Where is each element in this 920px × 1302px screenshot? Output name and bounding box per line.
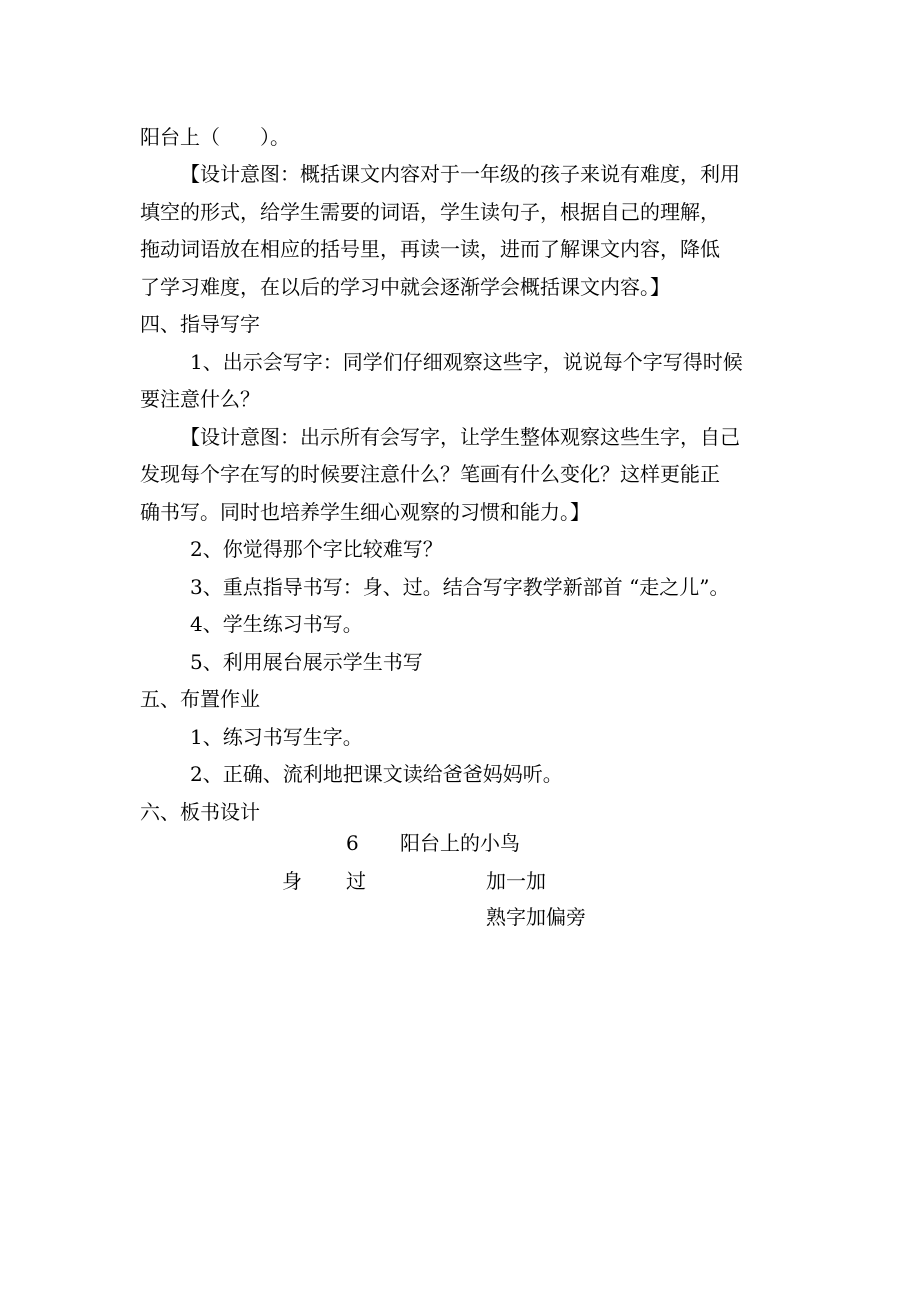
board-character: 过 xyxy=(346,869,366,893)
board-lesson-title: 阳台上的小鸟 xyxy=(400,831,520,855)
board-method: 加一加 xyxy=(486,869,546,893)
list-item: 2、你觉得那个字比较难写？ xyxy=(190,537,443,561)
board-lesson-number: 6 xyxy=(346,831,359,855)
section-heading-homework: 五、布置作业 xyxy=(140,687,260,711)
board-method: 熟字加偏旁 xyxy=(486,905,586,929)
design-intent-line: 发现每个字在写的时候要注意什么？笔画有什么变化？这样更能正 xyxy=(140,462,720,486)
text-line: 阳台上（ ）。 xyxy=(140,125,290,149)
section-heading-board-design: 六、板书设计 xyxy=(140,800,260,824)
design-intent-line: 了学习难度，在以后的学习中就会逐渐学会概括课文内容。】 xyxy=(140,275,670,299)
design-intent-line: 拖动词语放在相应的括号里，再读一读，进而了解课文内容，降低 xyxy=(140,237,720,261)
list-item: 2、正确、流利地把课文读给爸爸妈妈听。 xyxy=(190,762,563,786)
list-item: 3、重点指导书写：身、过。结合写字教学新部首 “走之儿”。 xyxy=(190,575,730,599)
board-character: 身 xyxy=(282,869,302,893)
section-heading-writing: 四、指导写字 xyxy=(140,312,260,336)
design-intent-line: 【设计意图：出示所有会写字，让学生整体观察这些生字，自己 xyxy=(180,425,740,449)
list-item: 5、利用展台展示学生书写 xyxy=(190,650,423,674)
design-intent-line: 【设计意图：概括课文内容对于一年级的孩子来说有难度，利用 xyxy=(180,162,740,186)
list-item: 4、学生练习书写。 xyxy=(190,612,363,636)
list-item: 1、出示会写字：同学们仔细观察这些字，说说每个字写得时候 xyxy=(190,350,743,374)
list-item: 1、练习书写生字。 xyxy=(190,725,363,749)
list-item-continuation: 要注意什么？ xyxy=(140,387,260,411)
design-intent-line: 确书写。同时也培养学生细心观察的习惯和能力。】 xyxy=(140,500,590,524)
design-intent-line: 填空的形式，给学生需要的词语，学生读句子，根据自己的理解， xyxy=(140,200,720,224)
